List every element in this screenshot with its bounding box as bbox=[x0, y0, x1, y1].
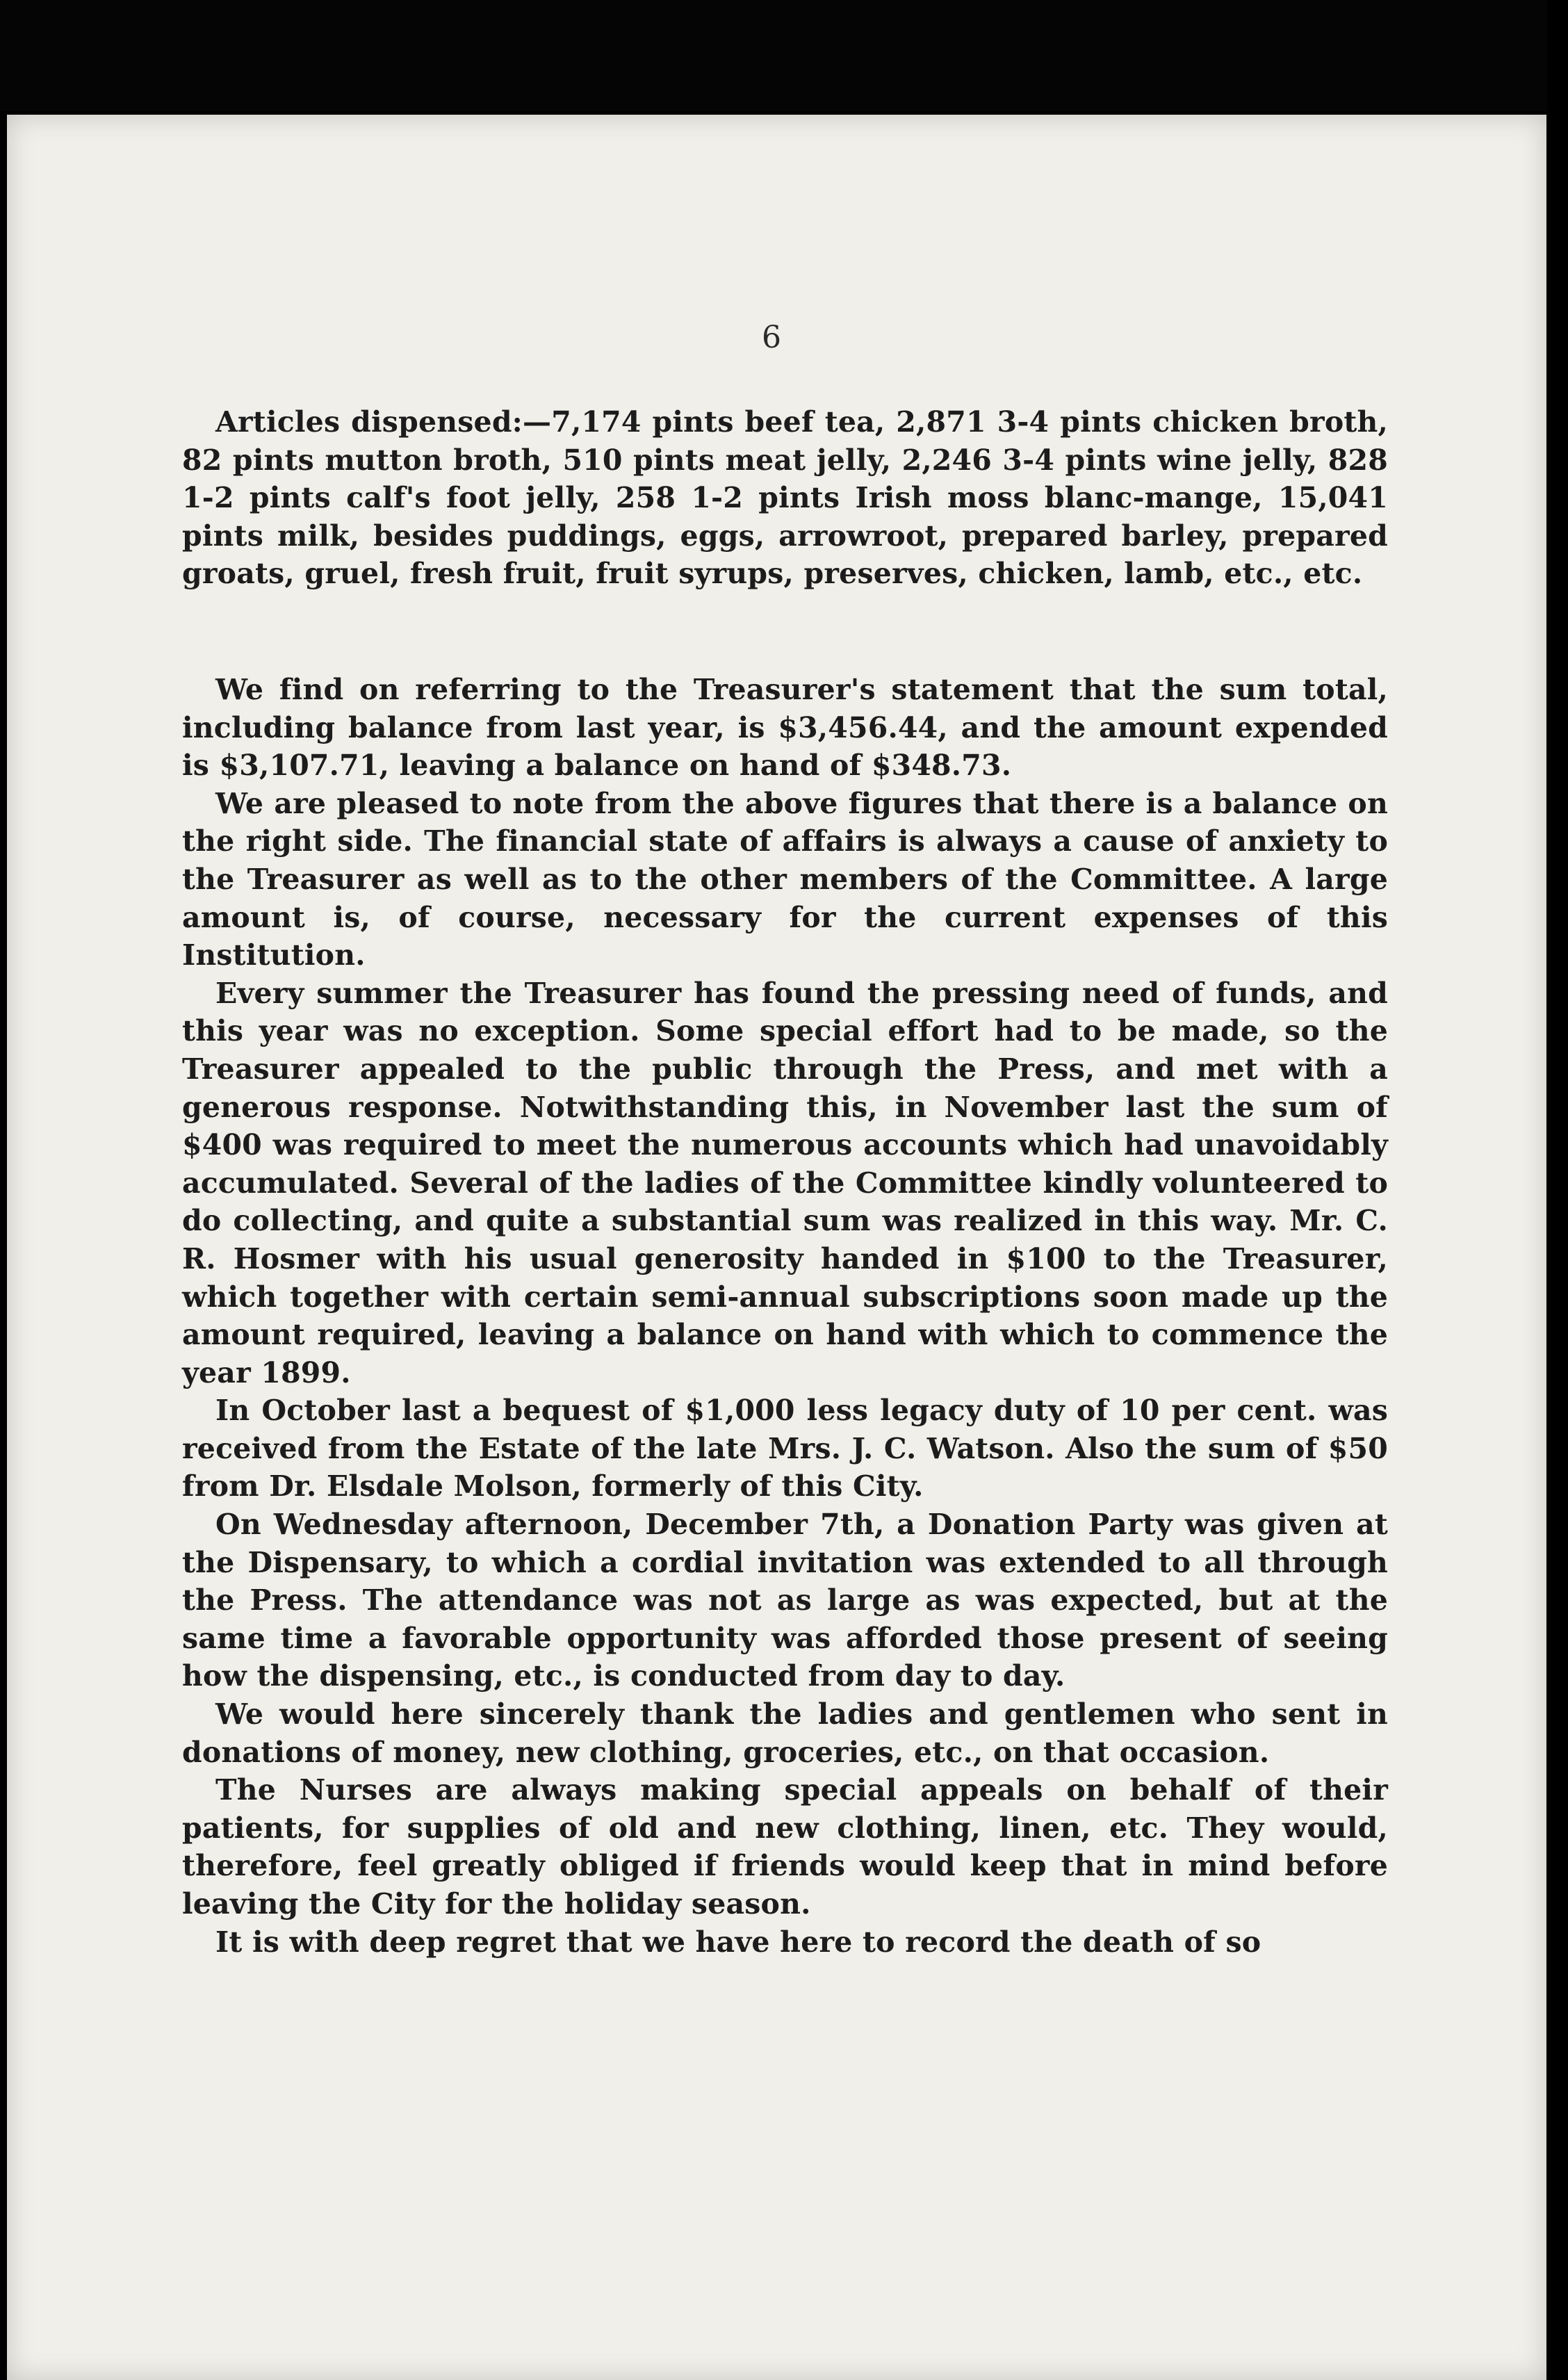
bequest-paragraph: In October last a bequest of $1,000 less legacy duty of 10 per cent. was received from the Estate of the late Mrs. J. C. Watson. Also the sum of $50 from Dr. Elsdale Molson, formerly of this City. bbox=[182, 1394, 1388, 1503]
scan-border-top bbox=[0, 0, 1568, 111]
articles-dispensed-text: Articles dispensed:—7,174 pints beef tea, 2,871 3-4 pints chicken broth, 82 pints mutton broth, 510 pints meat jelly, 2,246 3-4 pints wine jelly, 828 1-2 pints calf's foot jelly, 258 1-2 pints Irish moss blanc-mange, 15,041 pints milk, besides puddings, eggs, arrowroot, prepared barley, prepared groats, gruel, fresh fruit, fruit syrups, preserves, chicken, lamb, etc., etc. bbox=[182, 405, 1388, 591]
thanks-paragraph: We would here sincerely thank the ladies and gentlemen who sent in donations of money, new clothing, groceries, etc., on that occasion. bbox=[182, 1697, 1388, 1769]
donation-party-paragraph: On Wednesday afternoon, December 7th, a Donation Party was given at the Dispensary, to which a cordial invitation was extended to all through the Press. The attendance was not as large as was expected, but at the same time a favorable opportunity was afforded those present of seeing how the dispensing, etc., is conducted from day to day. bbox=[182, 1508, 1388, 1693]
balance-paragraph: We are pleased to note from the above figures that there is a balance on the right side. The financial state of affairs is always a cause of anxiety to the Treasurer as well as to the other members of the Committee. A large amount is, of course, necessary for the current expenses of this Institution. bbox=[182, 786, 1388, 972]
scan-border-right bbox=[1547, 0, 1568, 2380]
regret-paragraph: It is with deep regret that we have here to record the death of so bbox=[215, 1925, 1261, 1959]
report-body bbox=[182, 671, 1388, 1961]
page-number: 6 bbox=[762, 320, 781, 355]
funds-appeal-paragraph: Every summer the Treasurer has found the pressing need of funds, and this year was no exception. Some special effort had to be made, so the Treasurer appealed to the public through the Press, and met with a generous response. Notwithstanding this, in November last the sum of $400 was required to meet the numerous accounts which had unavoidably accumulated. Several of the ladies of the Committee kindly volunteered to do collecting, and quite a substantial sum was realized in this way. Mr. C. R. Hosmer with his usual generosity handed in $100 to the Treasurer, which together with certain semi-annual subscriptions soon made up the amount required, leaving a balance on hand with which to commence the year 1899. bbox=[182, 976, 1388, 1389]
nurses-appeal-paragraph: The Nurses are always making special appeals on behalf of their patients, for supplies of old and new clothing, linen, etc. They would, therefore, feel greatly obliged if friends would keep that in mind before leaving the City for the holiday season. bbox=[182, 1773, 1388, 1921]
articles-dispensed-paragraph bbox=[182, 403, 1388, 593]
treasurer-statement-paragraph: We find on referring to the Treasurer's statement that the sum total, including balance from last year, is $3,456.44, and the amount expended is $3,107.71, leaving a balance on hand of $348.73. bbox=[182, 673, 1388, 783]
